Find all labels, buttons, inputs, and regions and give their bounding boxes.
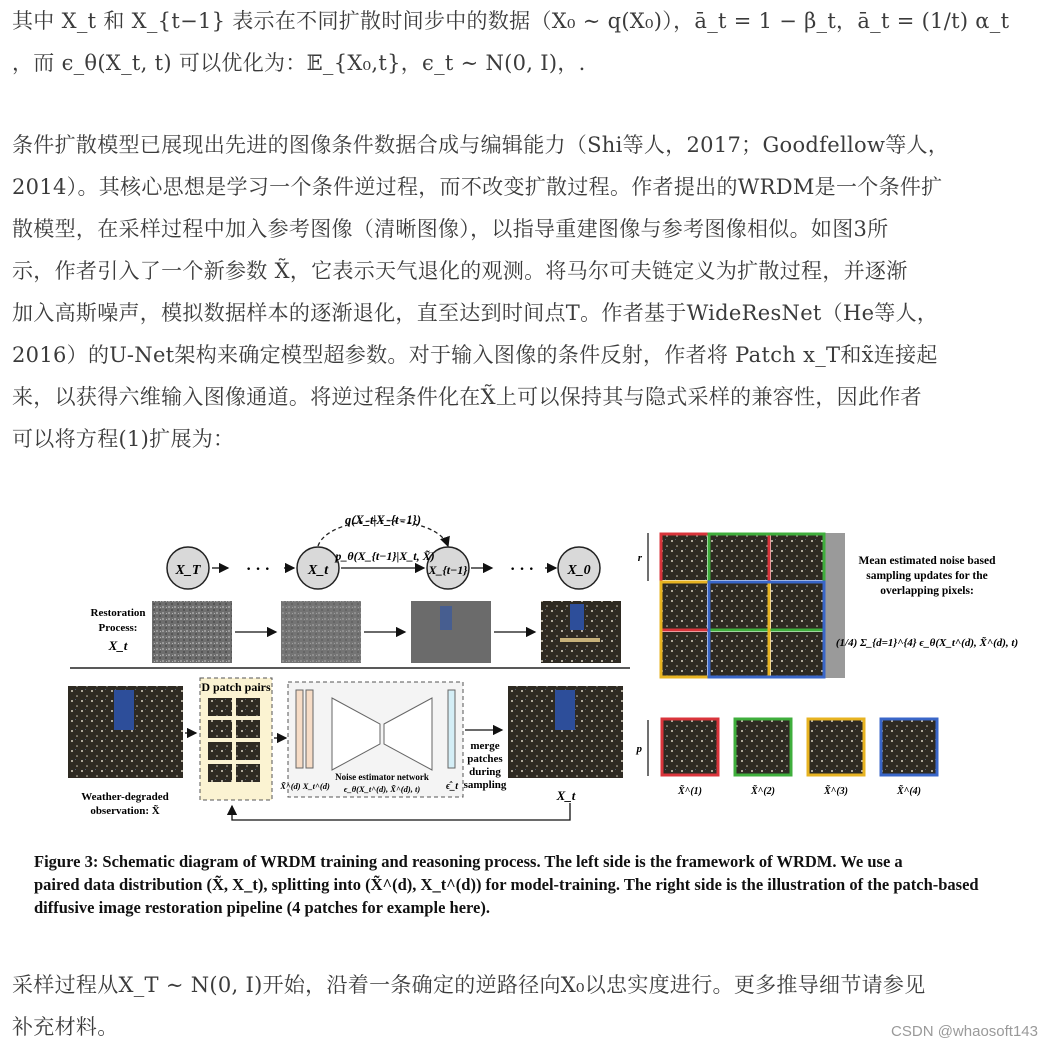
sampling-paragraph <box>12 964 1042 1048</box>
r-label: r <box>637 552 642 564</box>
intro-line-1: 其中 X_t 和 X_{t−1} 表示在不同扩散时间步中的数据（X₀ ∼ q(X₀)），ā_t = 1 − β_t，ā_t = (1/t) α_t <box>12 9 1010 33</box>
patch-4 <box>881 719 937 775</box>
dots-1: · · · <box>245 561 271 578</box>
patch-row <box>636 719 938 797</box>
observation-label-1: Weather-degraded <box>81 791 169 803</box>
csdn-watermark: CSDN @whaosoft143 <box>891 1023 1038 1040</box>
observation-label-2: observation: X̃ <box>90 805 160 817</box>
p-dim-label: p <box>636 743 642 755</box>
body-line-5: 加入高斯噪声，模拟数据样本的逐渐退化，直至达到时间点T。作者基于WideResNet（He等人， <box>12 301 939 325</box>
merge-label-2: patches <box>467 753 503 765</box>
node-x0-label: X_0 <box>567 563 591 578</box>
patch-4-label: X̃^(4) <box>896 786 922 797</box>
patch-2-label: X̃^(2) <box>750 786 776 797</box>
patch-2 <box>735 719 791 775</box>
restoration-label-1: Restoration <box>90 607 146 619</box>
noise-estimator-label: Noise estimator network <box>335 772 429 782</box>
body-line-1: 条件扩散模型已展现出先进的图像条件数据合成与编辑能力（Shi等人，2017；Goodfellow等人， <box>12 133 950 157</box>
body-line-8: 可以将方程(1)扩展为： <box>12 427 235 451</box>
intro-line-2: ，而 ϵ_θ(X_t, t) 可以优化为：𝔼_{X₀,t}，ϵ_t ∼ N(0, I)，. <box>12 51 586 75</box>
right-title-3: overlapping pixels: <box>880 585 974 597</box>
figure-caption <box>34 850 1034 919</box>
restoration-label-3: X_t <box>108 638 128 653</box>
node-xt-1-label: X_{t−1} <box>428 563 468 577</box>
body-line-3: 散模型，在采样过程中加入参考图像（清晰图像），以指导重建图像与参考图像相似。如图3所 <box>12 217 889 241</box>
noise-image-1 <box>152 601 232 663</box>
q-label: q(X_t|X_{t−1}) <box>345 513 421 527</box>
node-xt-label: X_t <box>307 563 329 578</box>
merge-label-3: during <box>469 766 501 778</box>
body-line-7: 来，以获得六维输入图像通道。将逆过程条件化在X̃上可以保持其与隐式采样的兼容性，因此作者 <box>12 385 922 409</box>
overlap-grid <box>638 533 845 678</box>
grid-image <box>660 533 840 678</box>
output-label: X_t <box>556 788 576 803</box>
sampling-line-2: 补充材料。 <box>12 1015 119 1039</box>
noise-estimator-formula: ϵ_θ(X_t^(d), X̃^(d), t) <box>343 784 421 794</box>
dots-2: · · · <box>509 561 535 578</box>
body-line-2: 2014）。其核心思想是学习一个条件逆过程，而不改变扩散过程。作者提出的WRDM是一个条件扩 <box>12 175 943 199</box>
patch-1-label: X̃^(1) <box>677 786 703 797</box>
merge-label-1: merge <box>470 740 500 752</box>
intro-equation-paragraph <box>12 0 1042 84</box>
restoration-label-2: Process: <box>98 622 138 634</box>
caption-line-2: paired data distribution (X̃, X_t), splitting into (X̃^(d), X_t^(d)) for model-training. The right side is the illustration of the patch-based <box>34 875 979 894</box>
p-label: p_θ(X_{t−1}|X_t, X̃) <box>335 549 435 563</box>
right-annotation <box>836 555 1018 649</box>
caption-line-1: Figure 3: Schematic diagram of WRDM training and reasoning process. The left side is the framework of WRDM. We use a <box>34 852 903 871</box>
patch-3-label: X̃^(3) <box>823 786 849 797</box>
input-label-small: X̃^(d) X_t^(d) <box>280 781 330 791</box>
eps-label: ϵ̂_t <box>445 781 459 792</box>
sampling-line-1: 采样过程从X_T ∼ N(0, I)开始，沿着一条确定的逆路径向X₀以忠实度进行。更多推导细节请参见 <box>12 973 926 997</box>
right-title-1: Mean estimated noise based <box>858 555 996 567</box>
body-paragraph <box>12 124 1042 460</box>
caption-line-3: diffusive image restoration pipeline (4 patches for example here). <box>34 898 490 917</box>
body-line-4: 示，作者引入了一个新参数 X̃，它表示天气退化的观测。将马尔可夫链定义为扩散过程，并逐渐 <box>12 259 908 283</box>
node-xT-label: X_T <box>175 563 201 578</box>
body-line-6: 2016）的U-Net架构来确定模型超参数。对于输入图像的条件反射，作者将 Patch x_T和x̃连接起 <box>12 343 938 367</box>
restoration-row <box>91 601 622 663</box>
patch-1 <box>662 719 718 775</box>
merge-label-4: sampling <box>463 779 507 791</box>
patch-3 <box>808 719 864 775</box>
right-title-2: sampling updates for the <box>866 570 988 582</box>
markov-chain <box>167 513 600 589</box>
noise-formula: (1/4) Σ_{d=1}^{4} ϵ_θ(X_t^(d), X̃^(d), t) <box>835 637 1019 649</box>
patch-pairs-label: D patch pairs <box>201 680 271 694</box>
training-row <box>68 678 623 820</box>
